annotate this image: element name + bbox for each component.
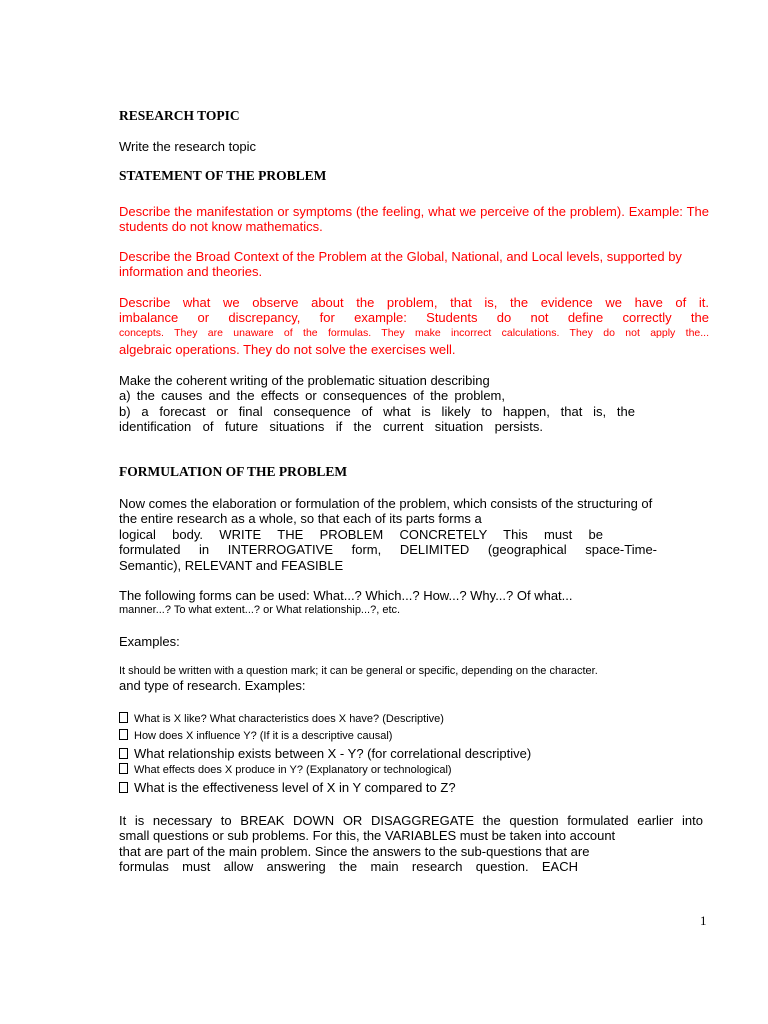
elaboration-line-2: the entire research as a whole, so that each of its parts forms a: [119, 511, 482, 527]
list-item-text: What is X like? What characteristics does X have? (Descriptive): [134, 713, 444, 725]
coherent-line-2: a) the causes and the effects or consequences of the problem,: [119, 388, 505, 404]
question-mark-line-2: and type of research. Examples:: [119, 678, 306, 693]
bullet-box-icon: [119, 748, 128, 759]
coherent-line-4: identification of future situations if the current situation persists.: [119, 419, 543, 435]
disaggregate-line-3: that are part of the main problem. Since the answers to the sub-questions that are: [119, 843, 590, 859]
elaboration-line-3: logical body. WRITE THE PROBLEM CONCRETELY This must be: [119, 526, 603, 542]
bullet-box-icon: [119, 782, 128, 793]
examples-label: Examples:: [119, 634, 180, 649]
formulation-heading: FORMULATION OF THE PROBLEM: [119, 464, 348, 479]
disaggregate-line-1: It is necessary to BREAK DOWN OR DISAGGREGATE the question formulated earlier into: [119, 813, 703, 828]
elaboration-line-1: Now comes the elaboration or formulation of the problem, which consists of the structuring of: [119, 496, 653, 511]
evidence-line-2: imbalance or discrepancy, for example: Students do not define correctly the: [119, 310, 709, 326]
formulation-paragraph-disaggregate: [119, 813, 703, 875]
research-topic-instruction: Write the research topic: [119, 139, 257, 154]
example-questions-list: [119, 711, 709, 796]
evidence-line-1: Describe what we observe about the problem, that is, the evidence we have of it.: [119, 295, 709, 310]
list-item: [119, 745, 709, 762]
bullet-box-icon: [119, 763, 128, 774]
formulation-paragraph-forms: [119, 588, 709, 617]
list-item: [119, 711, 709, 728]
statement-paragraph-context: Describe the Broad Context of the Problem at the Global, National, and Local levels, supported by information and theories.: [119, 249, 682, 280]
list-item-text: What is the effectiveness level of X in Y compared to Z?: [134, 780, 456, 795]
list-item-text: What effects does X produce in Y? (Explanatory or technological): [134, 764, 452, 776]
question-mark-line-1: It should be written with a question mark; it can be general or specific, depending on the character.: [119, 665, 598, 677]
elaboration-line-4: formulated in INTERROGATIVE form, DELIMITED (geographical space-Time-: [119, 542, 657, 558]
page-number: 1: [700, 913, 707, 928]
statement-paragraph-evidence: [119, 295, 709, 357]
list-item: [119, 762, 709, 779]
list-item: [119, 728, 709, 745]
bullet-box-icon: [119, 729, 128, 740]
statement-paragraph-symptoms: Describe the manifestation or symptoms (the feeling, what we perceive of the problem). Example: The students do not know mathematics.: [119, 204, 709, 235]
disaggregate-line-2: small questions or sub problems. For this, the VARIABLES must be taken into account: [119, 828, 616, 844]
elaboration-line-5: Semantic), RELEVANT and FEASIBLE: [119, 557, 344, 573]
coherent-line-1: Make the coherent writing of the problematic situation describing: [119, 373, 490, 388]
statement-heading: STATEMENT OF THE PROBLEM: [119, 168, 327, 183]
formulation-paragraph-question-mark: [119, 664, 709, 693]
disaggregate-line-4: formulas must allow answering the main research question. EACH: [119, 859, 578, 875]
forms-line-2: manner...? To what extent...? or What relationship...?, etc.: [119, 604, 401, 617]
evidence-line-4: algebraic operations. They do not solve the exercises well.: [119, 341, 456, 357]
statement-paragraph-coherent-writing: [119, 373, 709, 435]
research-topic-heading: RESEARCH TOPIC: [119, 108, 240, 123]
coherent-line-3: b) a forecast or final consequence of what is likely to happen, that is, the: [119, 403, 635, 419]
forms-line-1: The following forms can be used: What...? Which...? How...? Why...? Of what...: [119, 588, 573, 603]
evidence-line-3: concepts. They are unaware of the formulas. They make incorrect calculations. They do not apply the...: [119, 326, 709, 339]
list-item-text: How does X influence Y? (If it is a descriptive causal): [134, 730, 393, 742]
formulation-paragraph-elaboration: [119, 496, 709, 573]
list-item-text: What relationship exists between X - Y? (for correlational descriptive): [134, 746, 532, 761]
list-item: [119, 779, 709, 796]
bullet-box-icon: [119, 712, 128, 723]
